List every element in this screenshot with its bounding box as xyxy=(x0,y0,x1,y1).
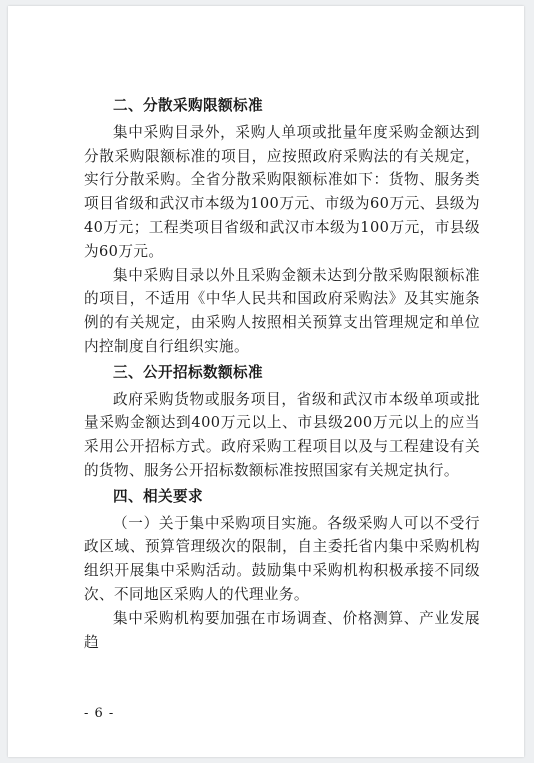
paragraph: 集中采购目录以外且采购金额未达到分散采购限额标准的项目，不适用《中华人民共和国政府采购法》及其实施条例的有关规定，由采购人按照相关预算支出管理规定和单位内控制度自行组织实施。 xyxy=(84,266,480,355)
section-heading: 三、公开招标数额标准 xyxy=(113,363,263,381)
section-heading: 二、分散采购限额标准 xyxy=(113,97,263,114)
paragraph: 政府采购货物或服务项目，省级和武汉市本级单项或批量采购金额达到400万元以上、市县级200万元以上的应当采用公开招标方式。政府采购工程项目以及与工程建设有关的货物、服务公开招标数额标准按照国家有关规定执行。 xyxy=(84,390,480,479)
paragraph: （一）关于集中采购项目实施。各级采购人可以不受行政区域、预算管理级次的限制，自主委托省内集中采购机构组织开展集中采购活动。鼓励集中采购机构积极承接不同级次、不同地区采购人的代理业务。 xyxy=(84,514,480,603)
paragraph: 集中采购机构要加强在市场调查、价格测算、产业发展趋 xyxy=(84,609,480,651)
page-footer xyxy=(8,706,524,721)
paragraph: 集中采购目录外，采购人单项或批量年度采购金额达到分散采购限额标准的项目，应按照政府采购法的有关规定，实行分散采购。全省分散采购限额标准如下：货物、服务类项目省级和武汉市本级为100万元、市级为60万元、县级为40万元；工程类项目省级和武汉市本级为100万元，市县级为60万元。 xyxy=(84,123,480,260)
document-page xyxy=(8,6,524,757)
page-number: - 6 - xyxy=(84,706,115,721)
section-heading: 四、相关要求 xyxy=(113,487,203,505)
document-body xyxy=(84,92,480,654)
